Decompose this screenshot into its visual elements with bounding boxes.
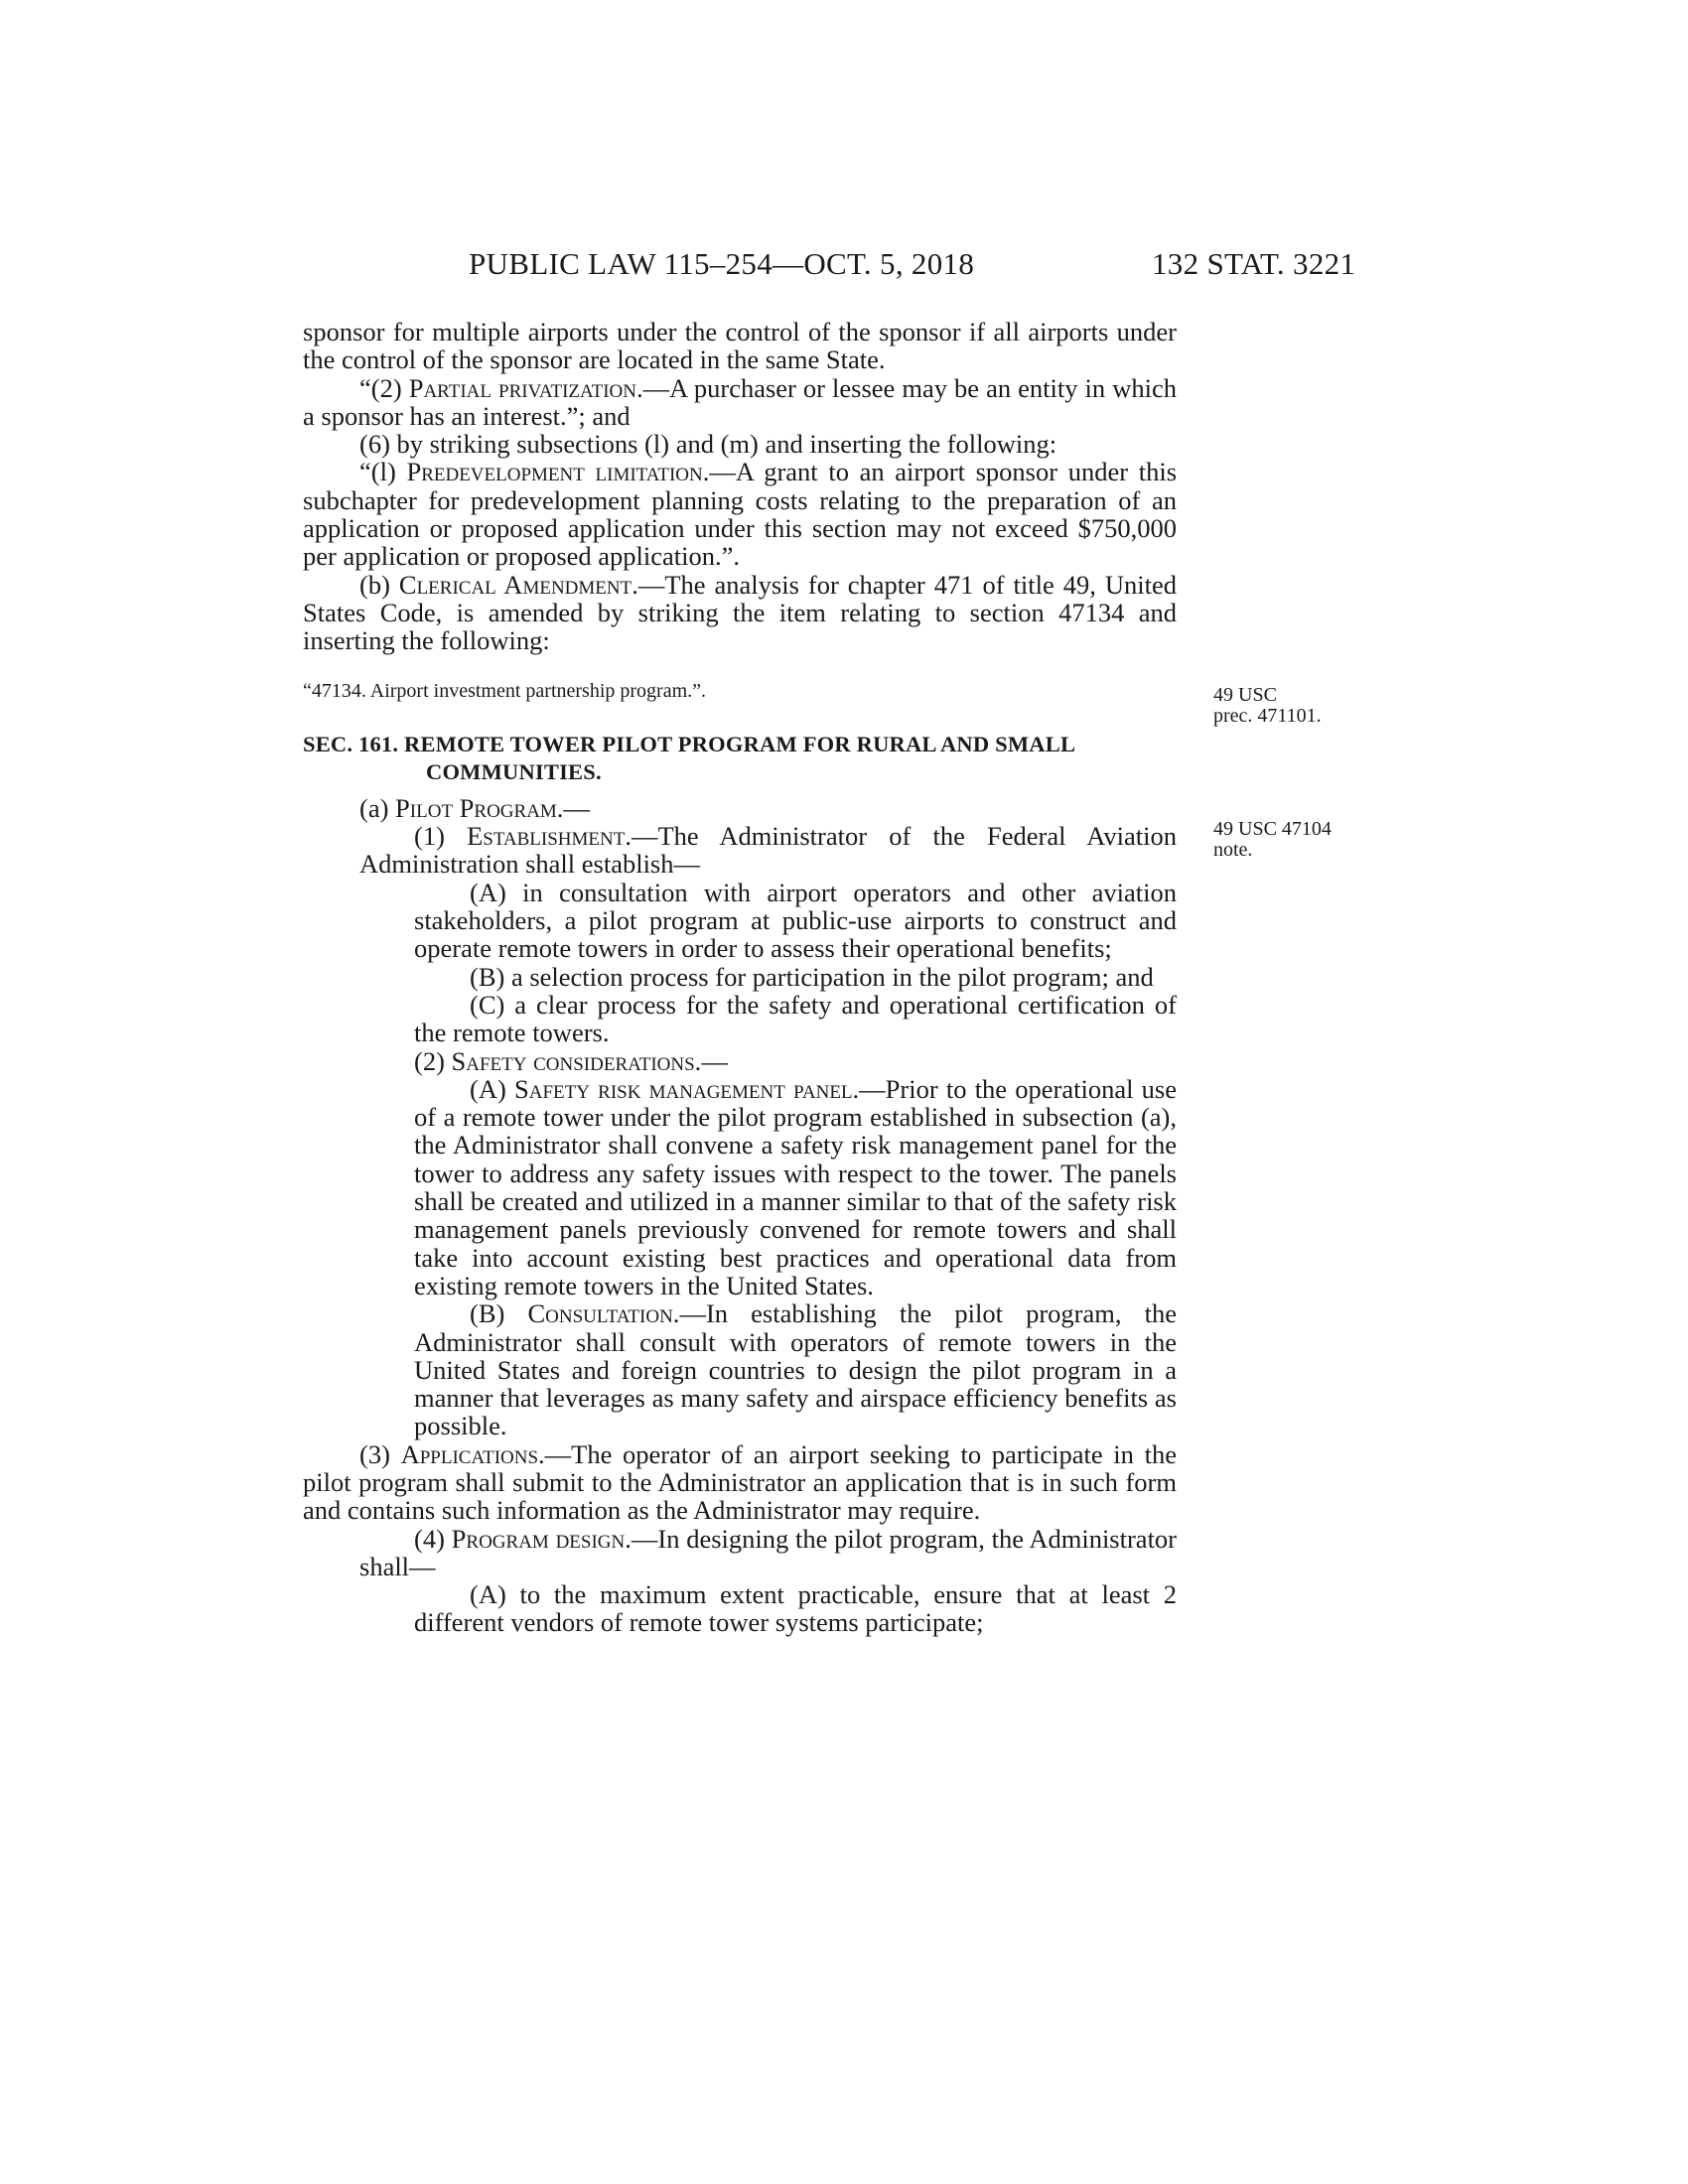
heading-safety-considerations: Safety considerations. [451, 1045, 702, 1076]
heading-safety-risk-management-panel: Safety risk management panel. [514, 1073, 860, 1104]
heading-pilot-program: Pilot Program. [395, 792, 564, 823]
heading-partial-privatization: Partial privatization. [408, 372, 643, 403]
section-heading: SEC. 161. REMOTE TOWER PILOT PROGRAM FOR RURAL AND SMALL COMMUNITIES. [303, 731, 1076, 784]
margin-note-usc-note: 49 USC 47104 note. [1213, 818, 1332, 861]
table-of-contents-item: “47134. Airport investment partnership program.”. [303, 679, 707, 702]
page-body [303, 318, 1177, 1637]
law-title: PUBLIC LAW 115–254—OCT. 5, 2018 [469, 246, 975, 281]
paragraph-clerical-amendment: (b) Clerical Amendment.—The analysis for chapter 471 of title 49, United States Code, is amended by striking the item relating to section 47134 and inserting the following: [303, 569, 1177, 656]
paragraph-safety-considerations: (2) Safety considerations.— [414, 1045, 728, 1076]
clause-4a: (A) to the maximum extent practicable, ensure that at least 2 different vendors of remote tower systems participate; [414, 1579, 1177, 1638]
paragraph-partial-privatization: “(2) Partial privatization.—A purchaser or lessee may be an entity in which a sponsor has an interest.”; and [303, 372, 1177, 431]
heading-applications: Applications. [400, 1438, 545, 1469]
stat-citation: 132 STAT. 3221 [1152, 246, 1356, 281]
paragraph-program-design: (4) Program design.—In designing the pilot program, the Administrator shall— [359, 1523, 1178, 1581]
paragraph-striking-subsections: (6) by striking subsections (l) and (m) and inserting the following: [359, 429, 1057, 460]
clause-1a: (A) in consultation with airport operators and other aviation stakeholders, a pilot program at public-use airports to construct and operate remote towers in order to assess their operational benefits; [414, 877, 1177, 964]
heading-establishment: Establishment. [467, 821, 632, 852]
subsection-pilot-program: (a) Pilot Program.— [359, 792, 590, 823]
clause-1b: (B) a selection process for participation in the pilot program; and [470, 961, 1154, 992]
paragraph-predevelopment-limitation: “(l) Predevelopment limitation.—A grant to an airport sponsor under this subchapter for predevelopment planning costs relating to the preparation of an application or proposed application under this section may not exceed $750,000 per application or proposed application.”. [303, 457, 1178, 572]
heading-consultation: Consultation. [527, 1298, 680, 1329]
heading-clerical-amendment: Clerical Amendment. [398, 569, 638, 600]
heading-program-design: Program design. [451, 1523, 632, 1554]
clause-1c: (C) a clear process for the safety and operational certification of the remote towers. [414, 989, 1177, 1048]
clause-2b: (B) Consultation.—In establishing the pilot program, the Administrator shall consult with operators of remote towers in the United States and foreign countries to design the pilot program in a manner that leverages as many safety and airspace efficiency benefits as possible. [414, 1298, 1177, 1441]
clause-2a: (A) Safety risk management panel.—Prior to the operational use of a remote tower under the pilot program established in subsection (a), the Administrator shall convene a safety risk management panel for the tower to address any safety issues with respect to the tower. The panels shall be created and utilized in a manner similar to that of the safety risk management panels previously convened for remote towers and shall take into account existing best practices and operational data from existing remote towers in the United States. [414, 1073, 1177, 1300]
margin-note-usc-prec: 49 USC prec. 471101. [1213, 684, 1322, 727]
paragraph-establishment: (1) Establishment.—The Administrator of the Federal Aviation Administration shall establish— [359, 821, 1177, 880]
paragraph-applications: (3) Applications.—The operator of an airport seeking to participate in the pilot program shall submit to the Administrator an application that is in such form and contains such information as the Administrator may require. [303, 1438, 1177, 1526]
paragraph-continuation: sponsor for multiple airports under the control of the sponsor if all airports under the control of the sponsor are located in the same State. [303, 317, 1177, 375]
heading-predevelopment-limitation: Predevelopment limitation. [406, 457, 710, 487]
